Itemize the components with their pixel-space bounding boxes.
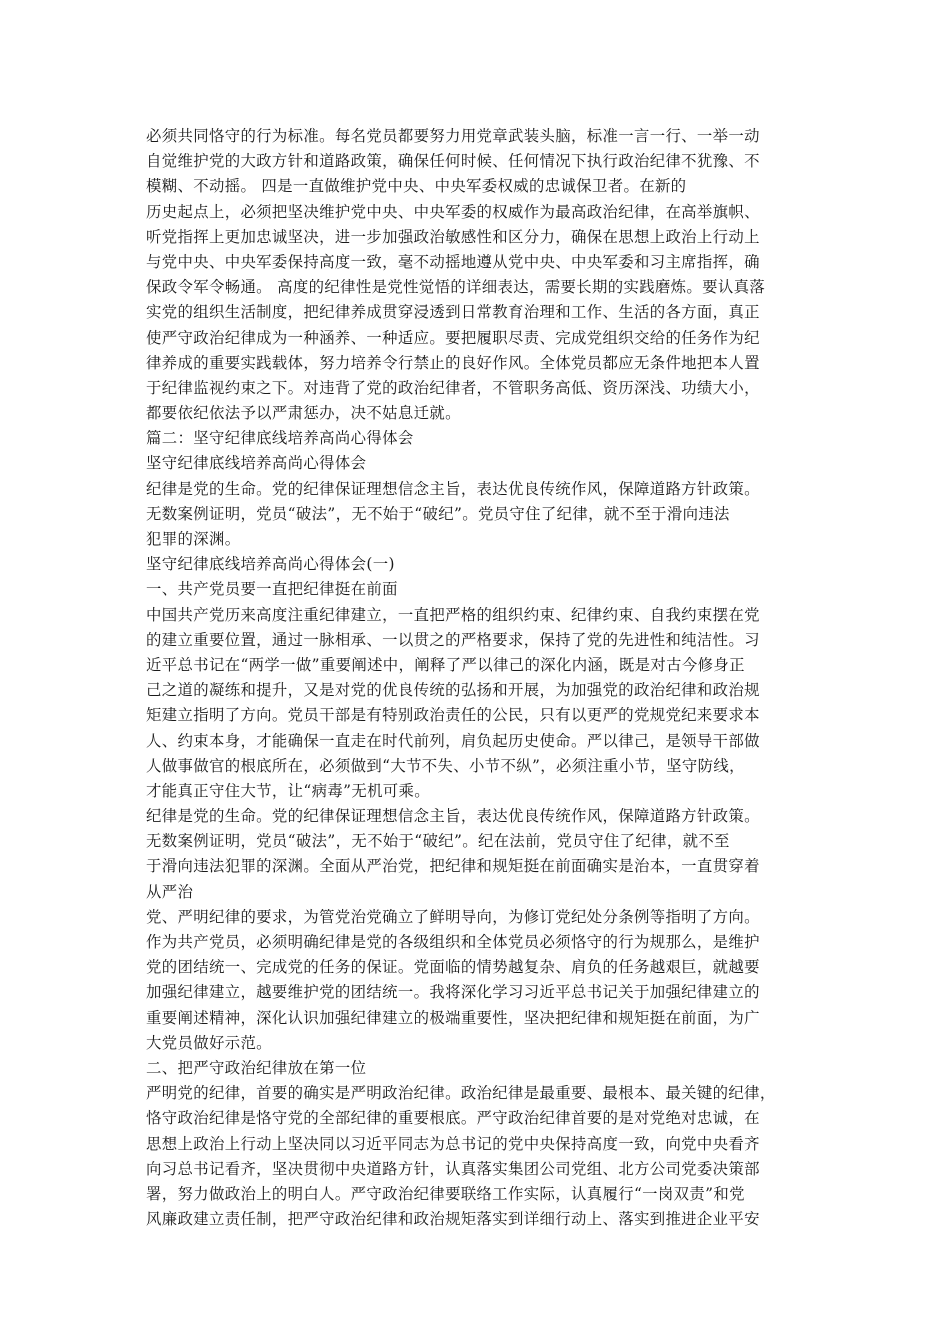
text-line: 二、把严守政治纪律放在第一位 (146, 1058, 367, 1077)
text-line: 必须共同恪守的行为标准。每名党员都要努力用党章武装头脑，标准一言一行、一举一动 (146, 127, 760, 145)
text-line: 律养成的重要实践载体，努力培养令行禁止的良好作风。全体党员都应无条件地把本人置 (146, 353, 760, 372)
text-line: 大党员做好示范。 (146, 1033, 272, 1052)
text-line: 署，努力做政治上的明白人。严守政治纪律要联络工作实际，认真履行“一岗双责”和党 (146, 1184, 745, 1203)
text-line: 纪律是党的生命。党的纪律保证理想信念主旨，表达优良传统作风，保障道路方针政策。 (146, 479, 760, 498)
text-line: 作为共产党员，必须明确纪律是党的各级组织和全体党员必须恪守的行为规那么，是维护 (146, 933, 760, 951)
text-line: 人做事做官的根底所在，必须做到“大节不失、小节不纵”，必须注重小节，坚守防线， (146, 756, 745, 775)
text-line: 使严守政治纪律成为一种涵养、一种适应。要把履职尽责、完成党组织交给的任务作为纪 (146, 328, 760, 347)
text-line: 实党的组织生活制度，把纪律养成贯穿浸透到日常教育治理和工作、生活的各方面，真正 (146, 303, 760, 322)
text-line: 自觉维护党的大政方针和道路政策，确保任何时候、任何情况下执行政治纪律不犹豫、不 (146, 152, 760, 171)
text-line: 才能真正守住大节，让“病毒”无机可乘。 (146, 781, 431, 800)
text-line: 从严治 (146, 882, 194, 901)
text-line: 保政令军令畅通。 高度的纪律性是党性觉悟的详细表达，需要长期的实践磨炼。要认真落 (146, 278, 766, 297)
text-line: 的建立重要位置，通过一脉相承、一以贯之的严格要求，保持了党的先进性和纯洁性。习 (146, 630, 760, 649)
text-line: 模糊、不动摇。 四是一直做维护党中央、中央军委权威的忠诚保卫者。在新的 (146, 177, 687, 196)
text-line: 历史起点上，必须把坚决维护党中央、中央军委的权威作为最高政治纪律，在高举旗帜、 (146, 202, 760, 221)
text-line: 严明党的纪律，首要的确实是严明政治纪律。政治纪律是最重要、最根本、最关键的纪律， (146, 1084, 776, 1103)
text-line: 己之道的凝练和提升，又是对党的优良传统的弘扬和开展，为加强党的政治纪律和政治规 (146, 681, 760, 700)
text-line: 都要依纪依法予以严肃惩办，决不姑息迁就。 (146, 404, 461, 423)
document-body (146, 124, 816, 1232)
text-line: 矩建立指明了方向。党员干部是有特别政治责任的公民，只有以更严的党规党纪来要求本 (146, 706, 760, 725)
text-line: 篇二：坚守纪律底线培养高尚心得体会 (146, 429, 414, 448)
text-line: 无数案例证明，党员“破法”，无不始于“破纪”。纪在法前，党员守住了纪律，就不至 (146, 832, 730, 851)
text-line: 无数案例证明，党员“破法”，无不始于“破纪”。党员守住了纪律，就不至于滑向违法 (146, 504, 730, 523)
text-line: 中国共产党历来高度注重纪律建立，一直把严格的组织约束、纪律约束、自我约束摆在党 (146, 605, 760, 624)
text-line: 恪守政治纪律是恪守党的全部纪律的重要根底。严守政治纪律首要的是对党绝对忠诚，在 (146, 1109, 760, 1128)
text-line: 于滑向违法犯罪的深渊。全面从严治党，把纪律和规矩挺在前面确实是治本，一直贯穿着 (146, 857, 760, 876)
text-line: 与党中央、中央军委保持高度一致，毫不动摇地遵从党中央、中央军委和习主席指挥，确 (146, 252, 760, 271)
text-line: 人、约束本身，才能确保一直走在时代前列，肩负起历史使命。严以律己，是领导干部做 (146, 731, 760, 750)
text-line: 听党指挥上更加忠诚坚决，进一步加强政治敏感性和区分力，确保在思想上政治上行动上 (146, 227, 760, 246)
text-line: 犯罪的深渊。 (146, 530, 241, 548)
text-line: 重要阐述精神，深化认识加强纪律建立的极端重要性，坚决把纪律和规矩挺在前面，为广 (146, 1008, 760, 1027)
text-line: 纪律是党的生命。党的纪律保证理想信念主旨，表达优良传统作风，保障道路方针政策。 (146, 807, 760, 826)
text-line: 向习总书记看齐，坚决贯彻中央道路方针，认真落实集团公司党组、北方公司党委决策部 (146, 1159, 760, 1178)
text-line: 思想上政治上行动上坚决同以习近平同志为总书记的党中央保持高度一致，向党中央看齐 (146, 1134, 760, 1153)
text-line: 党的团结统一、完成党的任务的保证。党面临的情势越复杂、肩负的任务越艰巨，就越要 (146, 958, 760, 977)
text-line: 党、严明纪律的要求，为管党治党确立了鲜明导向，为修订党纪处分条例等指明了方向。 (146, 907, 760, 926)
text-line: 坚守纪律底线培养高尚心得体会 (146, 454, 367, 473)
text-line: 风廉政建立责任制，把严守政治纪律和政治规矩落实到详细行动上、落实到推进企业平安 (146, 1210, 760, 1229)
text-line: 坚守纪律底线培养高尚心得体会(一) (146, 555, 395, 574)
text-line: 加强纪律建立，越要维护党的团结统一。我将深化学习习近平总书记关于加强纪律建立的 (146, 983, 760, 1002)
text-line: 一、共产党员要一直把纪律挺在前面 (146, 580, 398, 599)
text-line: 于纪律监视约束之下。对违背了党的政治纪律者，不管职务高低、资历深浅、功绩大小， (146, 378, 760, 397)
text-line: 近平总书记在“两学一做”重要阐述中，阐释了严以律己的深化内涵，既是对古今修身正 (146, 655, 745, 674)
